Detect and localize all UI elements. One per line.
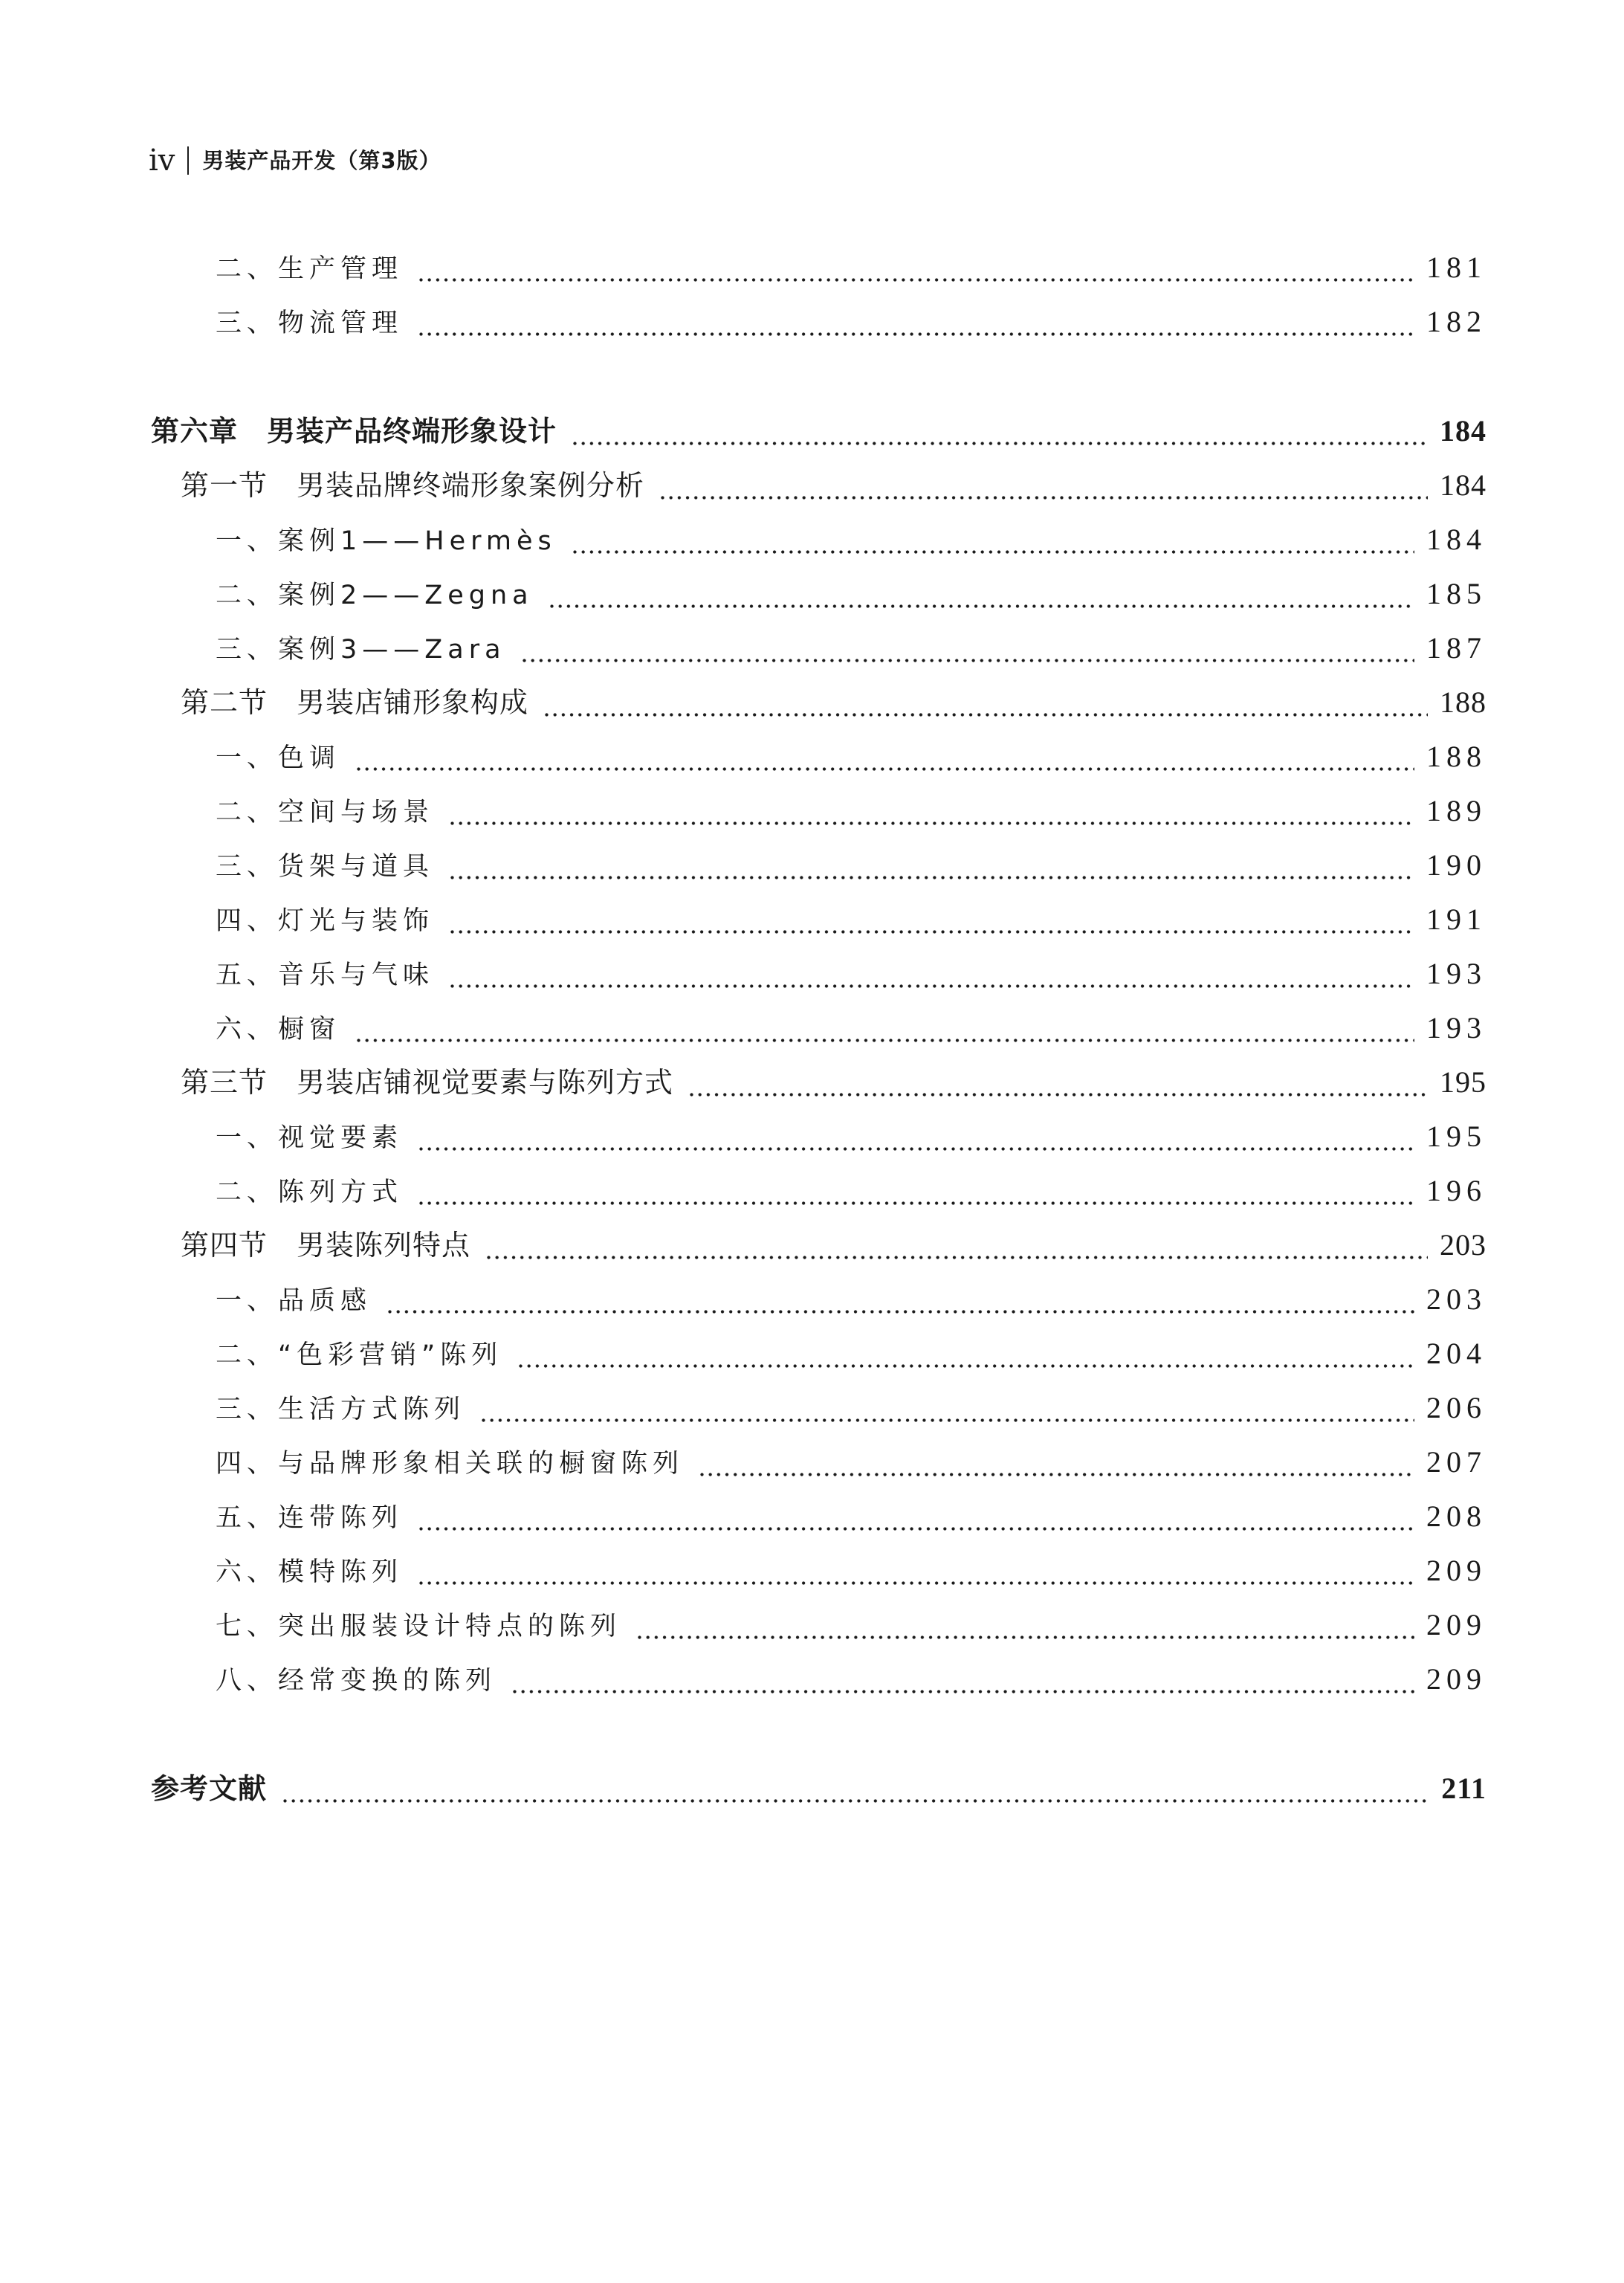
dot-leader: [283, 1796, 1429, 1811]
toc-item-label: 五、音乐与气味: [216, 960, 435, 990]
toc-item-label: 三、生活方式陈列: [216, 1395, 466, 1424]
toc-item: [216, 1386, 1486, 1430]
toc-section-label: 第一节 男装品牌终端形象案例分析: [181, 469, 645, 502]
toc-item-page: 209: [1426, 1662, 1486, 1696]
dot-leader: [482, 1415, 1414, 1430]
header-page-number: ⅳ: [149, 143, 176, 177]
toc-item-page: 209: [1426, 1554, 1486, 1587]
header-book-title: 男装产品开发（第3版）: [202, 148, 441, 173]
toc-item-page: 209: [1426, 1608, 1486, 1641]
toc-item-page: 190: [1426, 848, 1486, 882]
toc-section-label: 第三节 男装店铺视觉要素与陈列方式: [181, 1066, 674, 1099]
toc-item-label: 六、橱窗: [216, 1015, 341, 1044]
toc-section: [181, 463, 1486, 508]
toc-section-page: 195: [1440, 1065, 1486, 1099]
toc-item: [216, 1006, 1486, 1050]
toc-item: [216, 789, 1486, 833]
dot-leader: [450, 873, 1414, 888]
toc-item: [216, 1494, 1486, 1539]
toc-item-label: 五、连带陈列: [216, 1503, 404, 1533]
dot-leader: [487, 1253, 1428, 1268]
toc-item-label: 二、“色彩营销”陈列: [216, 1340, 503, 1370]
toc-item-page: 207: [1426, 1445, 1486, 1479]
dot-leader: [450, 927, 1414, 942]
dot-leader: [638, 1633, 1414, 1647]
dot-leader: [357, 764, 1414, 779]
toc-section: [181, 1060, 1486, 1105]
dot-leader: [513, 1687, 1414, 1702]
toc-item-label: 四、灯光与装饰: [216, 906, 435, 936]
toc-item-label: 四、与品牌形象相关联的橱窗陈列: [216, 1449, 685, 1479]
toc-item-page: 195: [1426, 1120, 1486, 1153]
toc-item-page: 206: [1426, 1391, 1486, 1424]
toc-item-label: 二、空间与场景: [216, 798, 435, 827]
toc-item: [216, 734, 1486, 779]
toc-item: [216, 1277, 1486, 1322]
toc-item: [216, 1549, 1486, 1593]
toc-item: [216, 572, 1486, 616]
toc-item-label: 一、视觉要素: [216, 1123, 404, 1153]
toc-chapter-page: 184: [1440, 414, 1486, 448]
dot-leader: [450, 818, 1414, 833]
toc-item-label: 三、货架与道具: [216, 852, 435, 882]
running-header: [149, 140, 441, 181]
toc-item: [216, 245, 1486, 290]
toc-item: [216, 952, 1486, 996]
toc-item: [216, 897, 1486, 942]
toc-item-label: 二、陈列方式: [216, 1178, 404, 1207]
dot-leader: [419, 329, 1414, 344]
toc-item-label: 三、案例3——Zara: [216, 635, 506, 665]
toc-item: [216, 626, 1486, 671]
dot-leader: [550, 601, 1414, 616]
toc-item-page: 208: [1426, 1499, 1486, 1533]
toc-item-page: 191: [1426, 902, 1486, 936]
toc-item-label: 二、生产管理: [216, 254, 404, 284]
toc-item-label: 二、案例2——Zegna: [216, 581, 534, 610]
dot-leader: [419, 1144, 1414, 1159]
toc-item-page: 193: [1426, 1011, 1486, 1044]
toc-item: [216, 843, 1486, 888]
dot-leader: [419, 1578, 1414, 1593]
dot-leader: [573, 547, 1414, 562]
toc-section-page: 203: [1440, 1228, 1486, 1262]
toc-chapter-label: 第六章 男装产品终端形象设计: [151, 415, 557, 448]
toc-chapter: [151, 409, 1486, 453]
toc-item: [216, 1114, 1486, 1159]
header-divider: [187, 146, 189, 175]
toc-item-page: 185: [1426, 577, 1486, 610]
toc-item: [216, 1331, 1486, 1376]
toc-item: [216, 1603, 1486, 1647]
dot-leader: [700, 1470, 1414, 1485]
dot-leader: [573, 439, 1428, 453]
dot-leader: [523, 656, 1414, 671]
toc-item-page: 188: [1426, 740, 1486, 773]
toc-item-label: 八、经常变换的陈列: [216, 1666, 497, 1696]
toc-item-page: 193: [1426, 957, 1486, 990]
toc-item-page: 184: [1426, 523, 1486, 556]
toc-item-page: 203: [1426, 1282, 1486, 1316]
dot-leader: [545, 710, 1428, 725]
toc-item-page: 196: [1426, 1174, 1486, 1207]
toc-section-label: 第二节 男装店铺形象构成: [181, 686, 529, 719]
toc-section-page: 184: [1440, 468, 1486, 502]
dot-leader: [419, 275, 1414, 290]
toc-references: [151, 1766, 1486, 1811]
dot-leader: [661, 493, 1428, 508]
toc-item-label: 一、品质感: [216, 1286, 372, 1316]
dot-leader: [450, 981, 1414, 996]
toc-item-label: 三、物流管理: [216, 309, 404, 338]
toc-item-page: 189: [1426, 794, 1486, 827]
toc-item-page: 182: [1426, 305, 1486, 338]
toc-item: [216, 1169, 1486, 1213]
toc-item-label: 一、色调: [216, 743, 341, 773]
toc-section-label: 第四节 男装陈列特点: [181, 1229, 471, 1262]
toc-section: [181, 1223, 1486, 1268]
toc-item: [216, 1440, 1486, 1485]
toc-item-page: 187: [1426, 631, 1486, 665]
dot-leader: [519, 1361, 1414, 1376]
toc-item-page: 181: [1426, 251, 1486, 284]
toc-item-label: 一、案例1——Hermès: [216, 526, 557, 556]
dot-leader: [419, 1198, 1414, 1213]
toc-references-label: 参考文献: [151, 1772, 268, 1805]
dot-leader: [357, 1036, 1414, 1050]
toc-item: [216, 300, 1486, 344]
toc-references-page: 211: [1441, 1772, 1486, 1805]
toc-section-page: 188: [1440, 685, 1486, 719]
toc-item-label: 七、突出服装设计特点的陈列: [216, 1612, 622, 1641]
toc-section: [181, 680, 1486, 725]
toc-item-page: 204: [1426, 1337, 1486, 1370]
toc-item-label: 六、模特陈列: [216, 1557, 404, 1587]
dot-leader: [690, 1090, 1428, 1105]
dot-leader: [388, 1307, 1414, 1322]
toc-item: [216, 517, 1486, 562]
dot-leader: [419, 1524, 1414, 1539]
toc-item: [216, 1657, 1486, 1702]
